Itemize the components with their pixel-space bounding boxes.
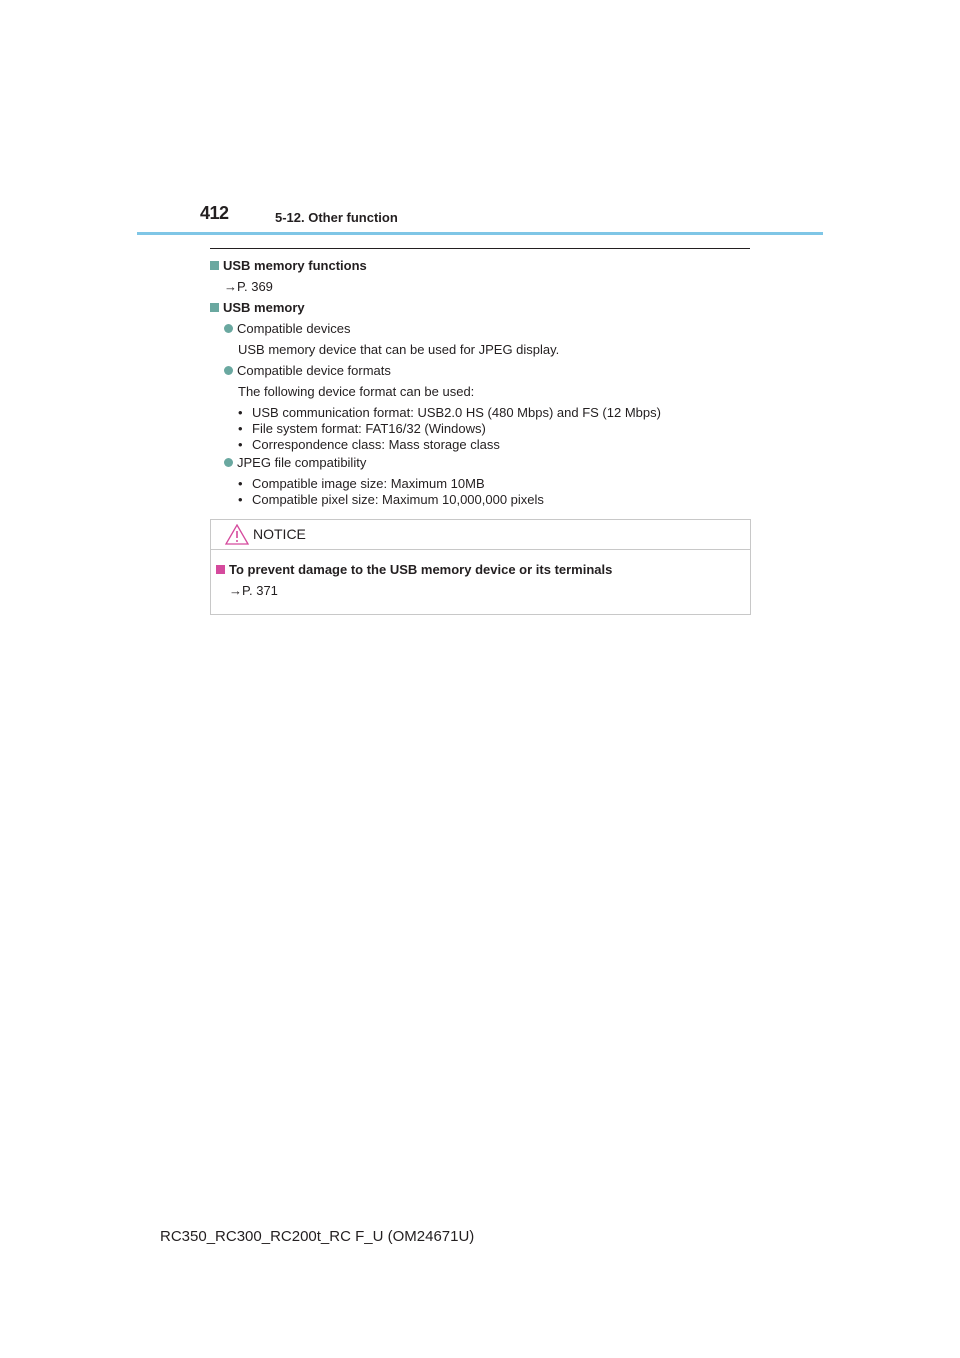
footer-model-code: RC350_RC300_RC200t_RC F_U (OM24671U) <box>160 1228 475 1245</box>
jpeg-item-text: Compatible pixel size: Maximum 10,000,000 pixels <box>252 492 544 507</box>
header-rule <box>137 232 823 235</box>
format-item-text: Correspondence class: Mass storage class <box>252 437 500 452</box>
format-item-text: File system format: FAT16/32 (Windows) <box>252 421 486 436</box>
arrow-right-icon: → <box>229 583 242 598</box>
bullet-icon: • <box>238 476 243 491</box>
circle-bullet-icon <box>224 366 233 375</box>
bullet-icon: • <box>238 421 243 436</box>
compatible-devices-title <box>224 321 350 336</box>
jpeg-list-item <box>238 492 544 507</box>
compatible-formats-text: The following device format can be used: <box>238 384 475 399</box>
format-item-text: USB communication format: USB2.0 HS (480 Mbps) and FS (12 Mbps) <box>252 405 661 420</box>
arrow-right-icon: → <box>224 279 237 294</box>
compatible-devices-title-text: Compatible devices <box>237 321 351 336</box>
notice-ref[interactable] <box>229 583 278 598</box>
notice-header <box>211 520 750 550</box>
warning-triangle-icon <box>225 524 249 545</box>
usb-memory-heading <box>210 300 305 315</box>
bullet-icon: • <box>238 492 243 507</box>
format-list-item <box>238 405 661 420</box>
usb-functions-ref[interactable] <box>224 279 273 294</box>
notice-box <box>210 519 751 615</box>
notice-title: NOTICE <box>253 526 306 542</box>
notice-heading-text: To prevent damage to the USB memory device or its terminals <box>229 562 613 577</box>
jpeg-compatibility-title <box>224 455 366 470</box>
content-top-rule <box>210 248 750 249</box>
compatible-formats-title-text: Compatible device formats <box>237 363 391 378</box>
usb-memory-heading-text: USB memory <box>223 300 305 315</box>
usb-functions-heading <box>210 258 367 273</box>
jpeg-compatibility-title-text: JPEG file compatibility <box>237 455 367 470</box>
jpeg-item-text: Compatible image size: Maximum 10MB <box>252 476 485 491</box>
section-title: 5-12. Other function <box>275 210 398 225</box>
compatible-formats-title <box>224 363 391 378</box>
square-bullet-icon <box>210 303 219 312</box>
square-bullet-icon <box>216 565 225 574</box>
format-list-item <box>238 437 500 452</box>
usb-functions-ref-text: P. 369 <box>237 279 273 294</box>
circle-bullet-icon <box>224 458 233 467</box>
square-bullet-icon <box>210 261 219 270</box>
format-list-item <box>238 421 486 436</box>
notice-ref-text: P. 371 <box>242 583 278 598</box>
bullet-icon: • <box>238 405 243 420</box>
compatible-devices-text: USB memory device that can be used for JPEG display. <box>238 342 560 357</box>
jpeg-list-item <box>238 476 485 491</box>
page-number: 412 <box>200 203 229 223</box>
circle-bullet-icon <box>224 324 233 333</box>
bullet-icon: • <box>238 437 243 452</box>
usb-functions-heading-text: USB memory functions <box>223 258 367 273</box>
notice-heading <box>216 562 612 577</box>
